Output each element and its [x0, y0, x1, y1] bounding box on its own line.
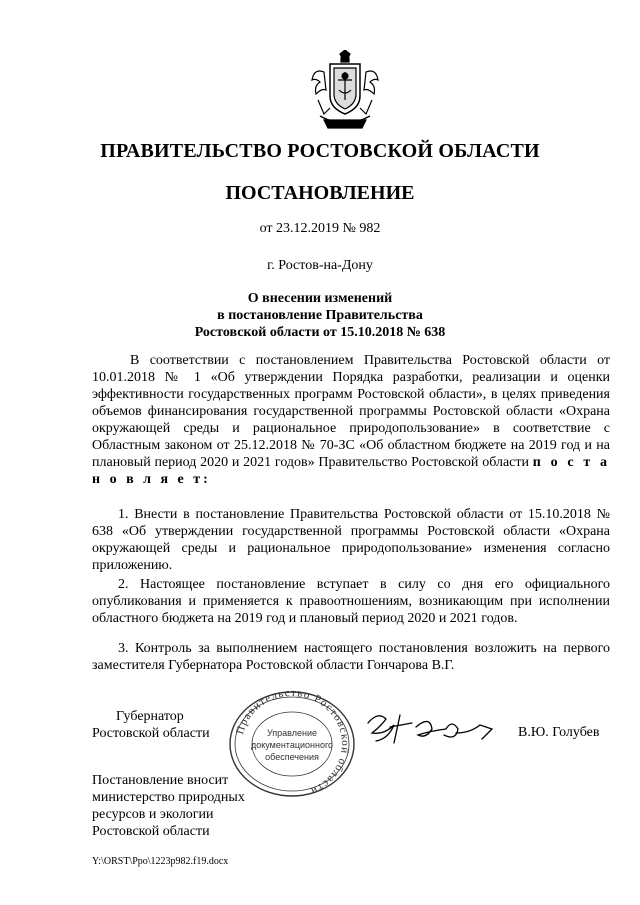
subject-line: в постановление Правительства — [217, 308, 423, 323]
coat-of-arms-emblem — [310, 50, 380, 132]
document-type: ПОСТАНОВЛЕНИЕ — [225, 182, 415, 204]
signatory-title — [92, 708, 210, 742]
subject-line: Ростовской области от 15.10.2018 № 638 — [194, 325, 446, 340]
submitter-note-line: Ростовской области — [92, 824, 210, 839]
signatory-name: В.Ю. Голубев — [518, 725, 600, 740]
submitter-note-line: Постановление вносит — [92, 773, 229, 788]
subject-line: О внесении изменений — [247, 291, 393, 306]
item-3: 3. Контроль за выполнением настоящего постановления возложить на первого заместителя Губернатора Ростовской области Гончарова В.Г. — [92, 641, 610, 673]
subject-heading — [0, 290, 640, 341]
submitter-note-line: ресурсов и экологии — [92, 807, 214, 822]
city: г. Ростов-на-Дону — [267, 258, 373, 273]
file-path-footer: Y:\ORST\Ppo\1223p982.f19.docx — [92, 856, 229, 867]
date-and-number: от 23.12.2019 № 982 — [259, 221, 381, 236]
item-2: 2. Настоящее постановление вступает в силу со дня его официального опубликования и применяется к правоотношениям, возникающим при исполнении областного бюджета на 2019 год и плановый период 2020 и 2021 годов. — [92, 577, 610, 626]
signatory-title-line: Ростовской области — [92, 726, 210, 741]
stamp-inner-line: обеспечения — [265, 752, 319, 762]
signatory-title-line: Губернатор — [116, 709, 184, 724]
item-1: 1. Внести в постановление Правительства Ростовской области от 15.10.2018 № 638 «Об утверждении государственной программы Ростовской области «Охрана окружающей среды и рациональное природопользование» изменения согласно приложению. — [92, 507, 610, 573]
stamp-inner-line: документационного — [250, 740, 334, 750]
decree-word: п о с т а н о в л я е т: — [92, 455, 610, 487]
submitter-note-line: министерство природных — [92, 790, 245, 805]
stamp-outer-text: Правительство Ростовской области — [234, 688, 352, 798]
handwritten-signature — [360, 705, 500, 750]
preamble-text: В соответствии с постановлением Правительства Ростовской области от 10.01.2018 № 1 «Об утверждении Порядка разработки, реализации и оценки эффективности государственных программ Ростовской области», в целях приведения объемов финансирования государственной программы Ростовской области «Охрана окружающей среды и рациональное природопользование» в соответствие с Областным законом от 25.12.2018 № 70-ЗС «Об областном бюджете на 2019 год и на плановый период 2020 и 2021 годов» Правительство Ростовской области — [92, 353, 610, 470]
preamble-paragraph — [92, 352, 610, 488]
submitter-note — [92, 772, 292, 840]
stamp-inner-line: Управление — [266, 728, 318, 738]
government-title: ПРАВИТЕЛЬСТВО РОСТОВСКОЙ ОБЛАСТИ — [100, 140, 540, 162]
